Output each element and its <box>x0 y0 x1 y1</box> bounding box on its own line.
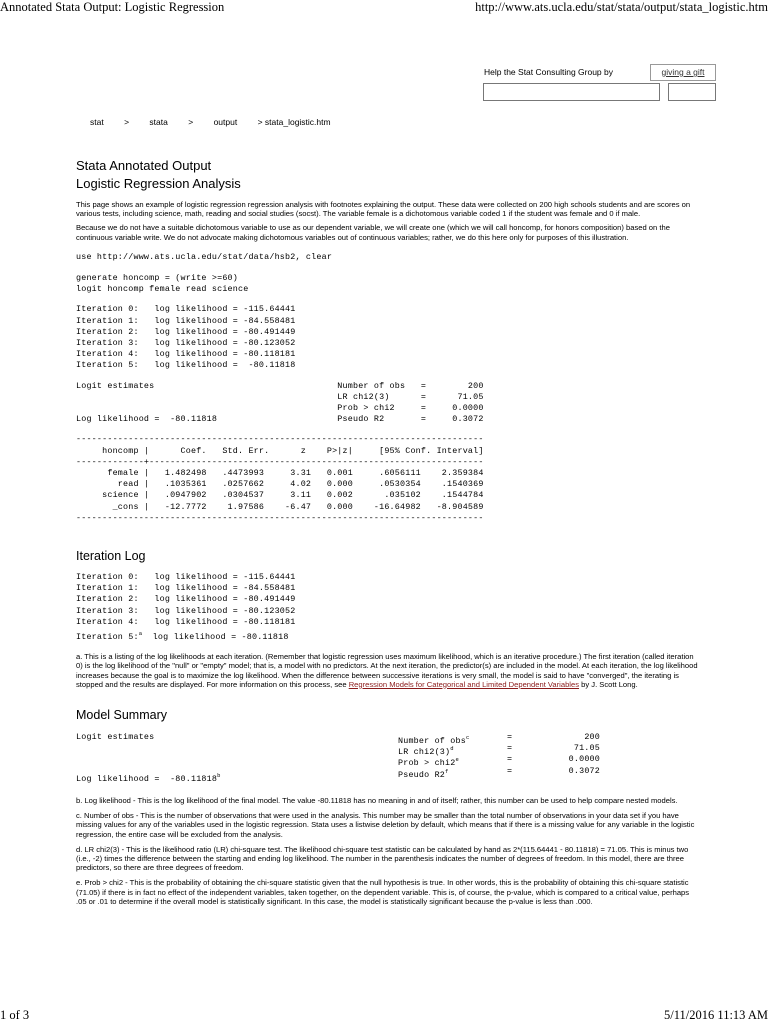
search-input[interactable] <box>483 83 660 101</box>
logit-estimates: Logit estimates Number of obs = 200 LR chi2(3) = 71.05 Prob > chi2 = 0.0000 Log likelihood = -80.11818 Pseudo R2 = 0.3072 <box>76 380 484 425</box>
footnote-a-end: by J. Scott Long. <box>579 679 638 689</box>
footnote-e: e. Prob > chi2 - This is the probability of obtaining the chi-square statistic given that the null hypothesis is true. In other words, this is the probability of obtaining this chi-square statistic (71.05) if there is in fact no effect of the independent variables, taken together, on the dependent variable. This is, of course, the p-value, which is compared to a critical value, perhaps .05 or .01 to determine if the overall model is statistically significant. In this case, the model is statistically significant because the p-value is less than .000. <box>76 878 690 906</box>
stat-value: 0.3072 <box>568 765 600 776</box>
stat-footnote-marker: c <box>465 733 470 741</box>
summary-left-2 <box>76 770 221 785</box>
main-content <box>76 157 701 906</box>
footnote-a <box>76 652 701 689</box>
stat-footnote-marker: e <box>455 756 459 764</box>
breadcrumb-stata[interactable]: stata <box>149 117 168 127</box>
giving-a-gift-button[interactable]: giving a gift <box>650 64 716 81</box>
breadcrumb-output[interactable]: output <box>213 117 238 127</box>
iteration-log-last: log likelihood = -80.11818 <box>142 631 289 642</box>
iteration-output: Iteration 0: log likelihood = -115.64441 Iteration 1: log likelihood = -84.558481 Iteration 2: log likelihood = -80.491449 Iteration 3: log likelihood = -80.123052 Iteration 4: log likelihood = -80.118181 Iteration 5: log likelihood = -80.11818 <box>76 304 296 371</box>
stat-equals: = <box>507 754 513 765</box>
code-commands: generate honcomp = (write >=60) logit honcomp female read science <box>76 273 249 295</box>
breadcrumb-separator: > <box>188 117 194 127</box>
footnote-c: c. Number of obs - This is the number of observations that were used in the analysis. This number may be smaller than the total number of observations in your data set if you have missing values for any of the variables used in the logistic regression. Stata uses a listwise deletion by default, which means that if there is a missing value for any variable in the logistic regression, the entire case will be excluded from the analysis. <box>76 811 695 839</box>
stat-value: 0.0000 <box>568 754 600 765</box>
breadcrumb-stat[interactable]: stat <box>90 117 104 127</box>
footnote-b: b. Log likelihood - This is the log likelihood of the final model. The value -80.11818 has no meaning in and of itself; rather, this number can be used to help compare nested models. <box>76 795 678 805</box>
summary-left-1: Logit estimates <box>76 731 155 742</box>
print-header <box>0 0 768 16</box>
stat-equals: = <box>507 743 513 754</box>
print-datetime: 5/11/2016 11:13 AM <box>664 1008 768 1022</box>
long-book-link[interactable]: Regression Models for Categorical and Limited Dependent Variables <box>348 679 580 689</box>
iteration-log <box>76 572 701 643</box>
intro-paragraph-2: Because we do not have a suitable dichotomous variable to use as our dependent variable, we will create one (which we will call honcomp, for honors composition) based on the continuous variable write. We do not advocate making dichotomous variables out of continuous variables; rather, we do this here only for purposes of this illustration. <box>76 223 670 242</box>
title-line-1: Stata Annotated Output <box>76 158 212 173</box>
print-footer <box>0 1008 768 1024</box>
title-line-2: Logistic Regression Analysis <box>76 176 241 191</box>
footnote-a-text: a. This is a listing of the log likelihoods at each iteration. (Remember that logistic regression uses maximum likelihood, which is an iterative procedure.) The first iteration (called iteration 0) is the log likelihood of the "null" or "empty" model; that is, a model with no predictors. At the next iteration, the predictor(s) are included in the model. At each iteration, the log likelihood increases because the goal is to maximize the log likelihood. When the difference between successive iterations is very small, the model is said to have "converged", the iterating is stopped and the results are displayed. For more information on this process, see <box>76 652 698 689</box>
search-button[interactable] <box>668 83 716 101</box>
summary-stat-row <box>398 765 600 781</box>
stat-label: Number of obs <box>398 735 466 746</box>
footnote-a-marker: a <box>138 630 143 638</box>
stat-label: LR chi2(3) <box>398 746 451 757</box>
iteration-log-heading: Iteration Log <box>76 549 146 564</box>
summary-loglik: Log likelihood = -80.11818 <box>76 773 218 784</box>
model-summary-block <box>76 732 701 784</box>
footnote-b-marker: b <box>217 771 221 779</box>
page-number: 1 of 3 <box>0 1008 30 1022</box>
stat-equals: = <box>507 731 513 742</box>
coefficient-table: ------------------------------------------------------------------------------ honcomp | Coef. Std. Err. z P>|z| [95% Conf. Interval] -------------+---------------------------------------------------------------- female | 1.482498 .4473993 3.31 0.001 .6056111 2.359384 read | .1035361 .0257662 4.02 0.000 .0530354 .1540369 science | .0947902 .0304537 3.11 0.002 .035102 .1544784 _cons | -12.7772 1.97586 -6.47 0.000 -16.64982 -8.904589 ------------------------------------------------------------------------------ <box>76 434 484 523</box>
intro-paragraph-1: This page shows an example of logistic regression regression analysis with footnotes explaining the output. These data were collected on 200 high schools students and are scores on various tests, including science, math, reading and social studies (socst). The variable female is a dichotomous variable coded 1 if the student was female and 0 if male. <box>76 200 691 219</box>
stat-footnote-marker: d <box>450 745 454 753</box>
stat-value: 200 <box>584 731 600 742</box>
footnote-d: d. LR chi2(3) - This is the likelihood ratio (LR) chi-square test. The likelihood chi-square test statistic can be calculated by hand as 2*(115.64441 - 80.11818) = 71.05. This is minus two (i.e., -2) times the difference between the starting and ending log likelihood. The number in the parenthesis indicates the number of degrees of freedom. In this model, there are three predictors, so there are three degrees of freedom. <box>76 844 689 873</box>
stat-label: Pseudo R2 <box>398 769 446 780</box>
breadcrumb-current: > stata_logistic.htm <box>257 117 331 127</box>
stat-label: Prob > chi2 <box>398 758 456 769</box>
summary-notes <box>76 796 701 906</box>
page-title: Annotated Stata Output: Logistic Regression <box>0 0 225 14</box>
help-text: Help the Stat Consulting Group by <box>484 67 613 77</box>
stat-equals: = <box>507 765 513 776</box>
stat-value: 71.05 <box>573 743 600 754</box>
model-summary-heading: Model Summary <box>76 707 167 722</box>
breadcrumb <box>90 117 349 127</box>
code-use: use http://www.ats.ucla.edu/stat/data/hsb2, clear <box>76 251 333 262</box>
breadcrumb-separator: > <box>124 117 130 127</box>
page-url[interactable]: http://www.ats.ucla.edu/stat/stata/output/stata_logistic.htm <box>475 0 768 14</box>
stat-footnote-marker: f <box>445 767 449 775</box>
iteration-log-lines: Iteration 0: log likelihood = -115.64441 Iteration 1: log likelihood = -84.558481 Iteration 2: log likelihood = -80.491449 Iteration 3: log likelihood = -80.123052 Iteration 4: log likelihood = -80.118181 Iteration 5: <box>76 572 296 642</box>
